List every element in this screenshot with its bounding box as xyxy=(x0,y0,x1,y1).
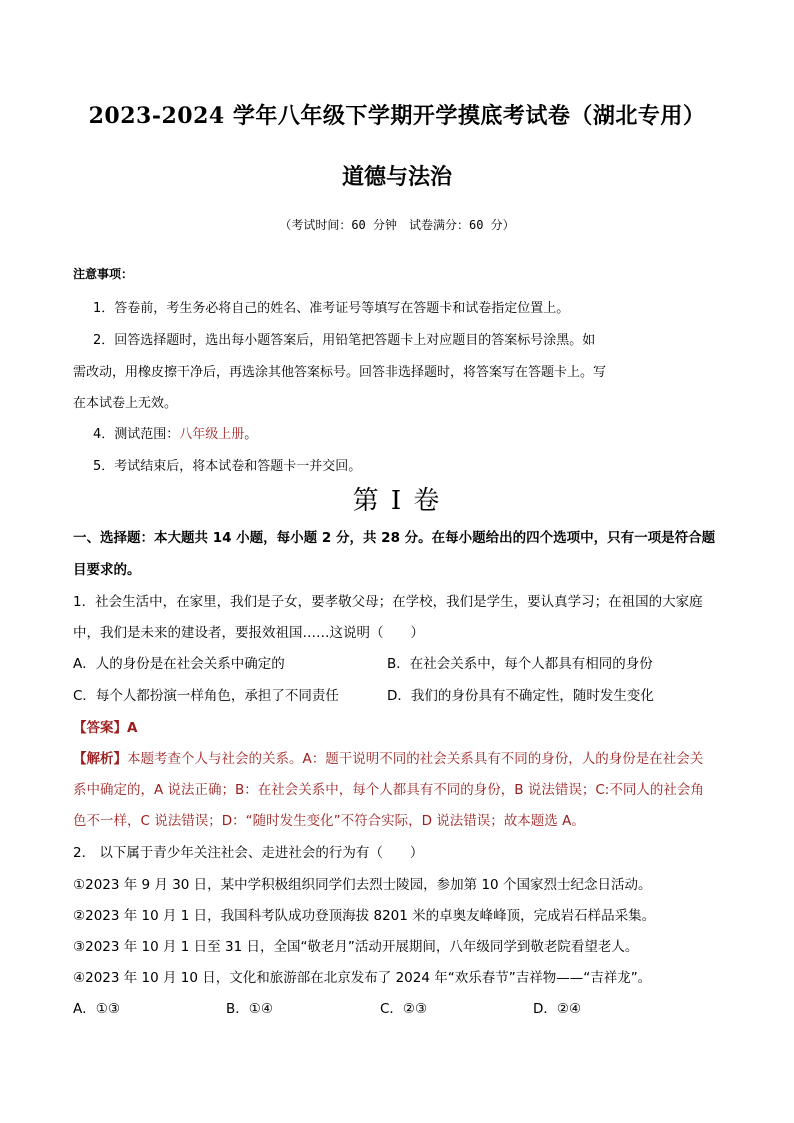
q2-item-1: ①2023 年 9 月 30 日，某中学积极组织同学们去烈士陵园，参加第 10 个国家烈士纪念日活动。 xyxy=(73,877,652,893)
section-title: 第 I 卷 xyxy=(352,486,442,516)
q2-option-c: C．②③ xyxy=(380,1001,428,1017)
notice-heading: 注意事项： xyxy=(73,267,134,281)
q2-stem: 2． 以下属于青少年关注社会、走进社会的行为有（ ） xyxy=(73,845,424,861)
q2-item-4: ④2023 年 10 月 10 日，文化和旅游部在北京发布了 2024 年“欢乐春节”吉祥物——“吉祥龙”。 xyxy=(73,970,652,986)
exam-info: （考试时间：60 分钟 试卷满分：60 分） xyxy=(279,218,515,232)
test-scope: 八年级上册 xyxy=(179,427,245,442)
notice-item-4-suffix: 。 xyxy=(244,427,258,442)
q2-option-b: B．①④ xyxy=(226,1001,273,1017)
notice-item-1: 1．答卷前，考生务必将自己的姓名、准考证号等填写在答题卡和试卷指定位置上。 xyxy=(93,301,570,316)
q1-stem-line-1: 1．社会生活中，在家里，我们是子女，要孝敬父母；在学校，我们是学生，要认真学习；在祖国的大家庭 xyxy=(73,594,703,610)
q1-analysis-line-2: 系中确定的，A 说法正确；B：在社会关系中，每个人都具有不同的身份，B 说法错误；C:不同人的社会角 xyxy=(73,782,704,798)
notice-item-4 xyxy=(93,423,257,442)
q1-option-c: C．每个人都扮演一样角色，承担了不同责任 xyxy=(73,688,339,704)
q2-option-d: D．②④ xyxy=(533,1001,582,1017)
analysis-text-1: 本题考查个人与社会的关系。A：题干说明不同的社会关系具有不同的身份，人的身份是在社会关 xyxy=(127,751,704,767)
part-1-intro-line-1: 一、选择题：本大题共 14 小题，每小题 2 分，共 28 分。在每小题给出的四个选项中，只有一项是符合题 xyxy=(73,530,716,546)
analysis-label: 【解析】 xyxy=(73,751,127,767)
part-1-intro-line-2: 目要求的。 xyxy=(73,562,141,578)
q1-option-d: D．我们的身份具有不确定性，随时发生变化 xyxy=(387,688,654,704)
q1-analysis-line-1 xyxy=(73,747,703,767)
notice-item-2-line-1: 2．回答选择题时，选出每小题答案后，用铅笔把答题卡上对应题目的答案标号涂黑。如 xyxy=(93,333,596,348)
notice-item-2-line-2: 需改动，用橡皮擦干净后，再选涂其他答案标号。回答非选择题时，将答案写在答题卡上。写 xyxy=(73,365,607,380)
notice-item-4-prefix: 4．测试范围： xyxy=(93,427,180,442)
notice-item-2-line-3: 在本试卷上无效。 xyxy=(73,396,178,411)
q2-item-2: ②2023 年 10 月 1 日，我国科考队成功登顶海拔 8201 米的卓奥友峰峰顶，完成岩石样品采集。 xyxy=(73,908,656,924)
q1-answer xyxy=(73,716,137,736)
subject-title: 道德与法治 xyxy=(341,164,452,190)
q2-item-3: ③2023 年 10 月 1 日至 31 日，全国“敬老月”活动开展期间，八年级同学到敬老院看望老人。 xyxy=(73,939,639,955)
answer-value: A xyxy=(127,720,138,736)
q2-option-a: A．①③ xyxy=(73,1001,120,1017)
answer-label: 【答案】 xyxy=(73,720,127,736)
q1-option-a: A．人的身份是在社会关系中确定的 xyxy=(73,656,285,672)
q1-option-b: B．在社会关系中，每个人都具有相同的身份 xyxy=(387,656,653,672)
exam-title: 2023-2024 学年八年级下学期开学摸底考试卷（湖北专用） xyxy=(88,103,706,129)
q1-stem-line-2: 中，我们是未来的建设者，要报效祖国……这说明（ ） xyxy=(73,625,424,641)
q1-analysis-line-3: 色不一样，C 说法错误；D：“随时发生变化”不符合实际，D 说法错误；故本题选 A。 xyxy=(73,813,585,829)
notice-item-5: 5．考试结束后，将本试卷和答题卡一并交回。 xyxy=(93,459,362,474)
